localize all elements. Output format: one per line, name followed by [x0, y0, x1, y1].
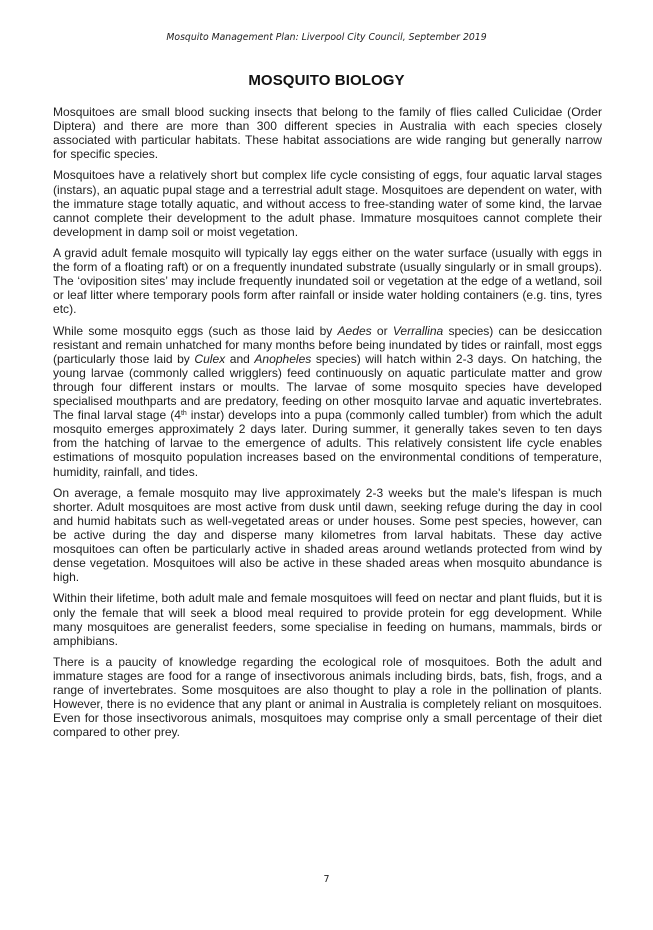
section-title: MOSQUITO BIOLOGY — [248, 72, 405, 89]
paragraph-2: Mosquitoes have a relatively short but complex life cycle consisting of eggs, four aquatic larval stages (instars), an aquatic pupal stage and a terrestrial adult stage. Mosquitoes are dependent on water, with the immature stage totally aquatic, and without access to free-standing water of some kind, the larvae cannot complete their development to the adult phase. Immature mosquitoes cannot complete their development in damp soil or moist vegetation. — [53, 168, 602, 239]
genus-anopheles: Anopheles — [254, 351, 312, 366]
paragraph-3: A gravid adult female mosquito will typically lay eggs either on the water surface (usually with eggs in the form of a floating raft) or on a frequently inundated substrate (usually singularly or in small groups). The ‘oviposition sites’ may include frequently inundated soil or vegetation at the edge of a wetland, soil or leaf litter where temporary pools form after rainfall or inside water holding containers (e.g. tins, tyres etc). — [53, 246, 602, 317]
paragraph-7: There is a paucity of knowledge regarding the ecological role of mosquitoes. Both the adult and immature stages are food for a range of insectivorous animals including birds, bats, fish, frogs, and a range of invertebrates. Some mosquitoes are also thought to play a role in the pollination of plants. However, there is no evidence that any plant or animal in Australia is completely reliant on mosquitoes. Even for those insectivorous animals, mosquitoes may comprise only a small percentage of their diet compared to other prey. — [53, 654, 602, 740]
paragraph-6: Within their lifetime, both adult male and female mosquitoes will feed on nectar and plant fluids, but it is only the female that will seek a blood meal required to provide protein for egg development. While many mosquitoes are generalist feeders, some specialise in feeding on humans, mammals, birds or amphibians. — [53, 591, 602, 648]
body-text — [53, 105, 602, 747]
paragraph-4-text-d: and — [225, 351, 255, 366]
paragraph-4-text-f: instar) develops into a pupa (commonly called tumbler) from which the adult mosquito emerges approximately 2 days later. During summer, it generally takes seven to ten days from the hatching of larvae to the emergence of adults. This relatively consistent life cycle enables estimations of mosquito population increases based on the environmental conditions of temperature, humidity, rainfall, and tides. — [53, 408, 603, 479]
genus-verrallina: Verrallina — [392, 323, 444, 338]
page-number: 7 — [323, 874, 330, 885]
paragraph-4-text-e: species) will hatch within 2-3 days. On hatching, the young larvae (commonly called wrigglers) feed continuously on aquatic particulate matter and grow through four different instars or moults. The larvae of some mosquito species have developed specialised mouthparts and are predatory, feeding on other mosquito larvae and aquatic invertebrates. The final larval stage (4 — [53, 351, 602, 423]
paragraph-4 — [53, 324, 602, 479]
paragraph-4-text-a: While some mosquito eggs (such as those laid by — [53, 323, 338, 338]
paragraph-4-text-b: or — [371, 323, 393, 338]
paragraph-1: Mosquitoes are small blood sucking insects that belong to the family of flies called Culicidae (Order Diptera) and there are more than 300 different species in Australia with each species closely associated with particular habitats. These habitat associations are wide ranging but generally narrow for specific species. — [53, 105, 602, 162]
paragraph-4-text-c: species) can be desiccation resistant and remain unhatched for many months before being inundated by tides or rainfall, most eggs (particularly those laid by — [53, 323, 603, 366]
genus-culex: Culex — [194, 351, 226, 366]
running-header: Mosquito Management Plan: Liverpool City Council, September 2019 — [166, 32, 487, 43]
genus-aedes: Aedes — [337, 323, 372, 338]
ordinal-superscript: th — [180, 410, 187, 418]
paragraph-5: On average, a female mosquito may live approximately 2-3 weeks but the male's lifespan is much shorter. Adult mosquitoes are most active from dusk until dawn, seeking refuge during the day in cool and humid habitats such as well-vegetated areas or under houses. Some pest species, however, can be active during the day and disperse many kilometres from larval habitats. These day active mosquitoes can often be particularly active in shaded areas around wetlands protected from wind by dense vegetation. Mosquitoes will also be active in these shaded areas when mosquito abundance is high. — [53, 485, 602, 585]
